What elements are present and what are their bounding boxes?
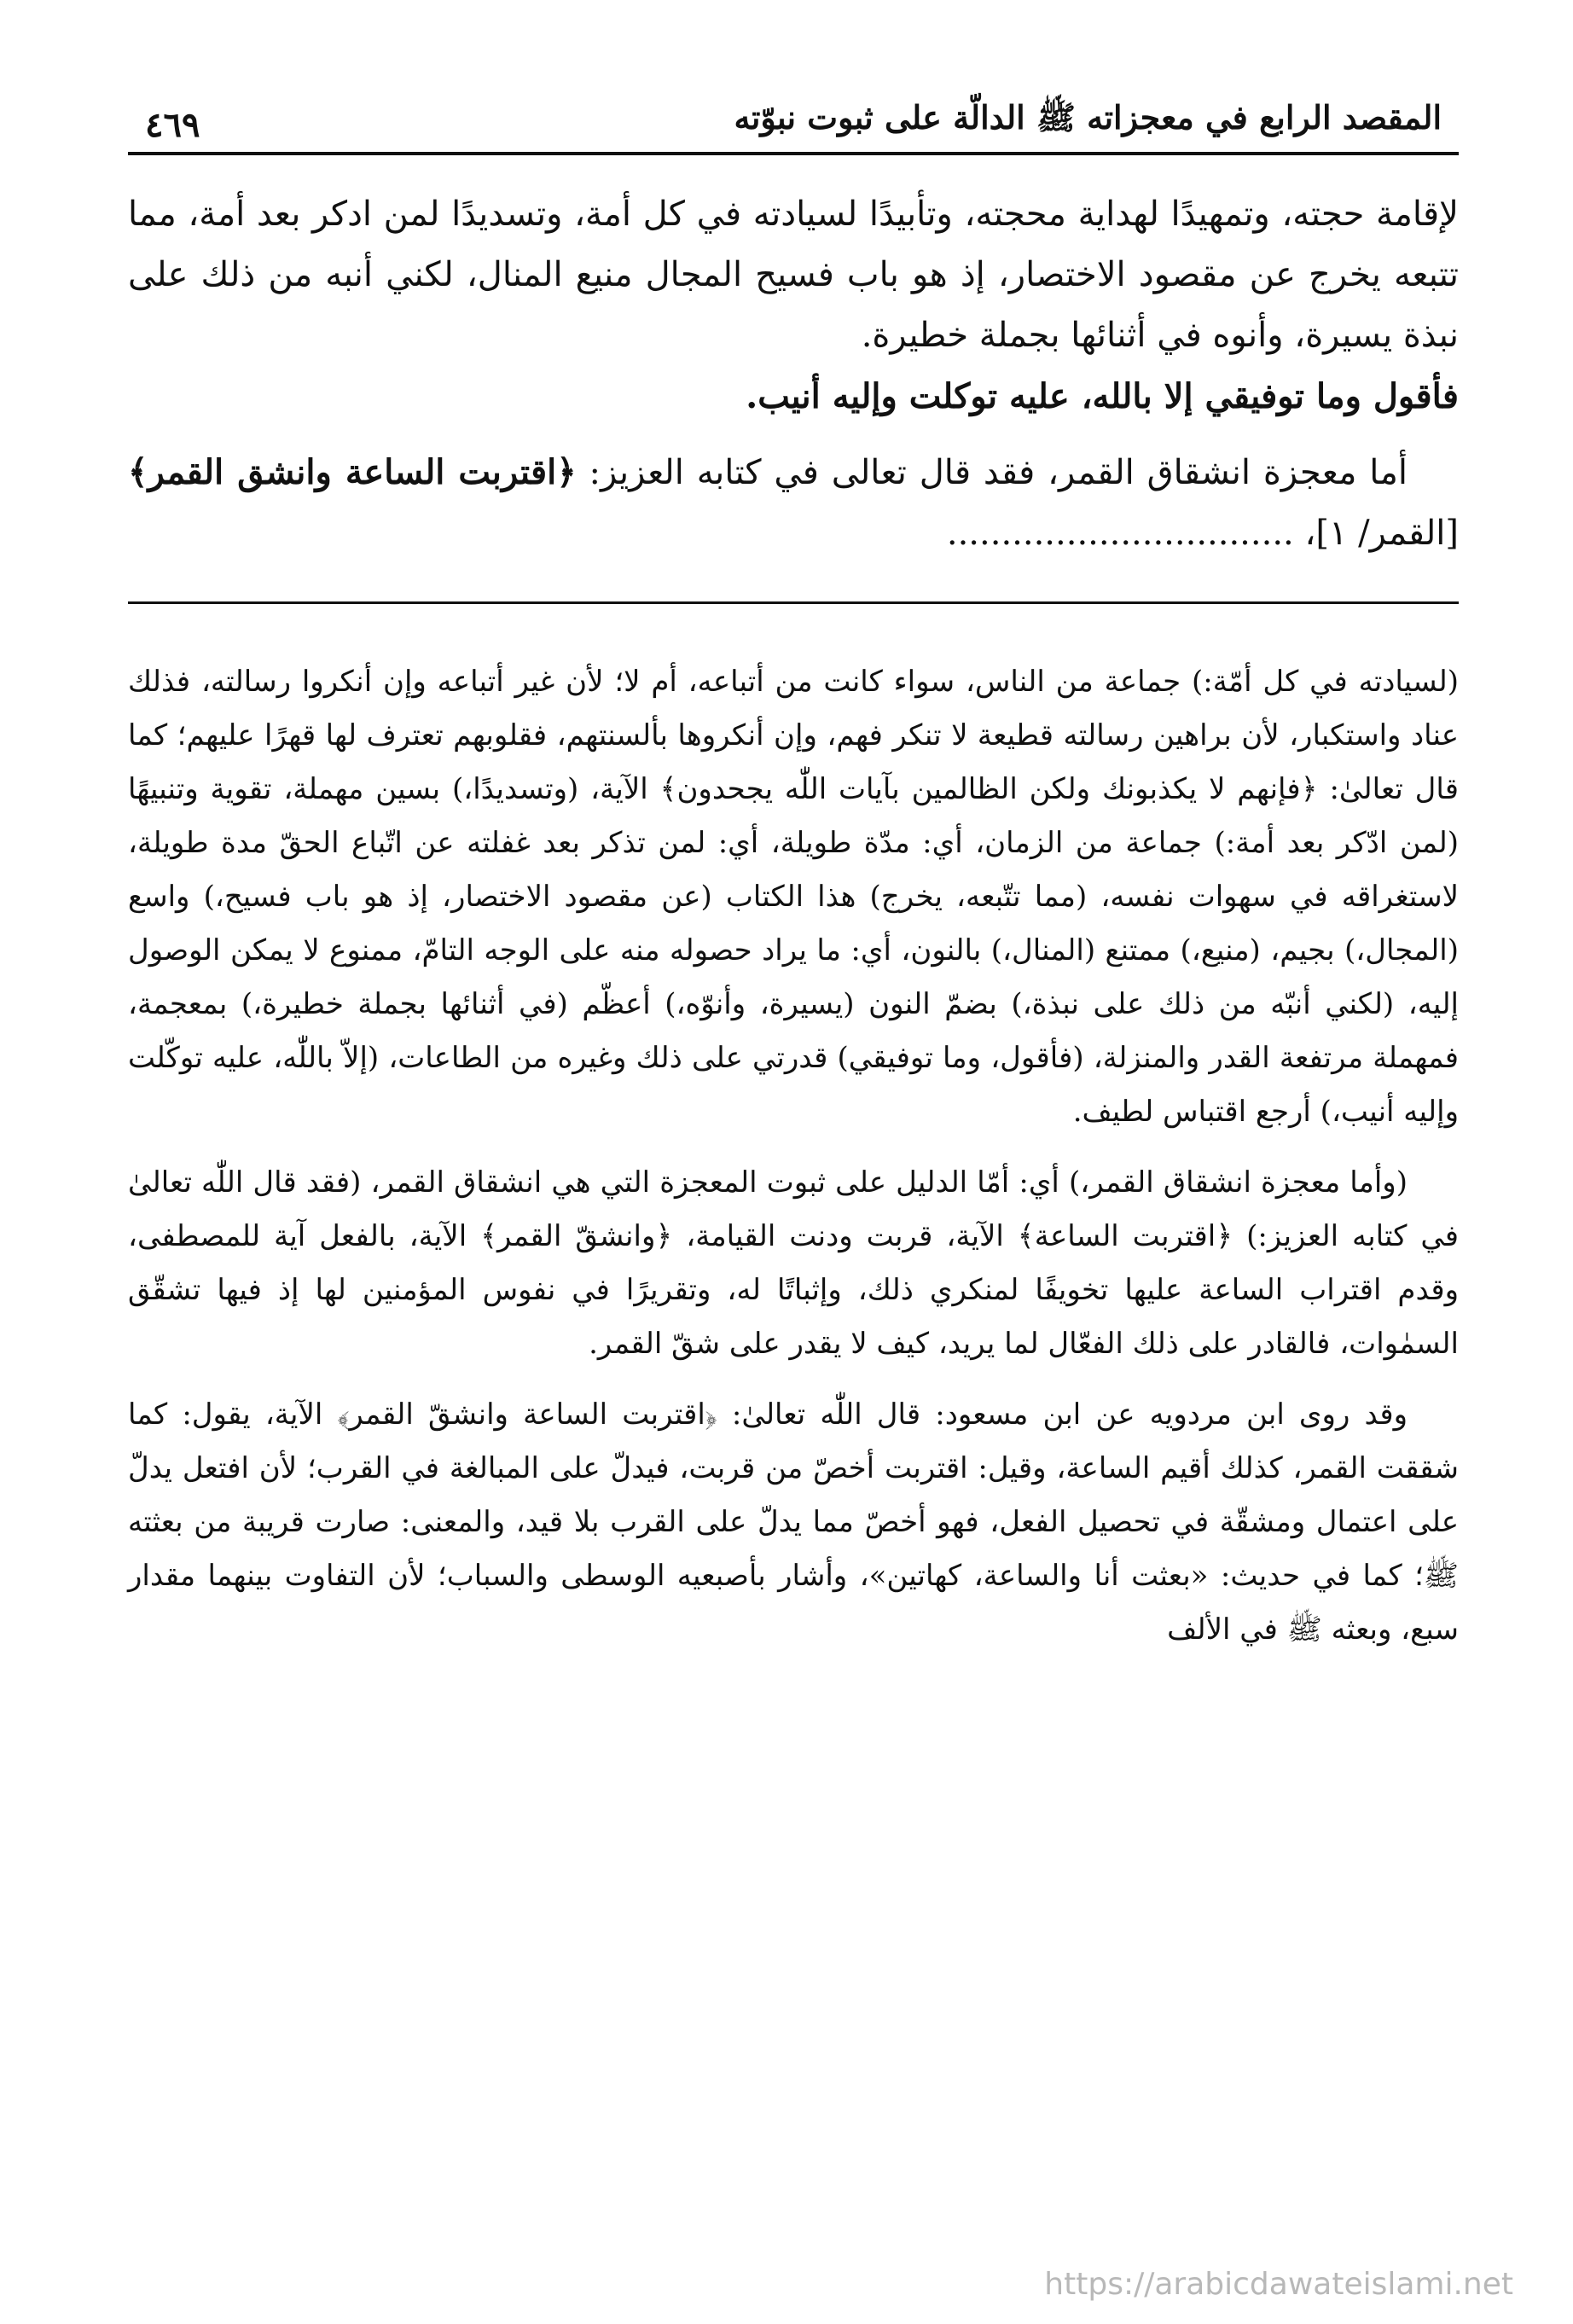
book-page xyxy=(128,85,1459,1674)
main-paragraph-2: فأقول وما توفيقي إلا بالله، عليه توكلت وإليه أنيب. xyxy=(746,376,1459,416)
commentary-paragraph-3: وقد روى ابن مردويه عن ابن مسعود: قال اللّٰه تعالىٰ: ﴿اقتربت الساعة وانشقّ القمر﴾ الآية، يقول: كما شققت القمر، كذلك أقيم الساعة، وقيل: اقتربت أخصّ من قربت، فيدلّ على المبالغة في القرب؛ لأن افتعل يدلّ على اعتمال ومشقّة في تحصيل الفعل، فهو أخصّ مما يدلّ على القرب بلا قيد، والمعنى: صارت قريبة من بعثته ﷺ؛ كما في حديث: «بعثت أنا والساعة، كهاتين»، وأشار بأصبعيه الوسطى والسباب؛ لأن التفاوت بينهما مقدار سبع، وبعثه ﷺ في الألف xyxy=(128,1397,1459,1647)
main-paragraph-3-text: أما معجزة انشقاق القمر، فقد قال تعالى في كتابه العزيز: xyxy=(576,453,1408,492)
main-paragraph-1: لإقامة حجته، وتمهيدًا لهداية محجته، وتأبيدًا لسيادته في كل أمة، وتسديدًا لمن ادكر بعد أمة، مما تتبعه يخرج عن مقصود الاختصار، إذ هو باب فسيح المجال منيع المنال، لكني أنبه من ذلك على نبذة يسيرة، وأنوه في أثنائها بجملة خطيرة. xyxy=(128,195,1459,355)
dotted-leader: ................................ xyxy=(946,514,1294,553)
commentary xyxy=(128,655,1459,1657)
verse-reference: [القمر/ ١]، xyxy=(1293,514,1459,553)
commentary-separator xyxy=(128,601,1459,604)
main-paragraph-3 xyxy=(128,442,1459,564)
watermark: https://arabicdawateislami.net xyxy=(1044,2267,1513,2302)
header-rule xyxy=(128,152,1459,155)
quran-verse: ﴿اقتربت الساعة وانشق القمر﴾ xyxy=(128,452,577,492)
commentary-paragraph-1: (لسيادته في كل أمّة:) جماعة من الناس، سواء كانت من أتباعه، أم لا؛ لأن غير أتباعه وإن أنكروا رسالته، فذلك عناد واستكبار، لأن براهين رسالته قطيعة لا تنكر فهم، وإن أنكروها بألسنتهم، فقلوبهم تعترف لها قهرًا عليهم؛ كما قال تعالىٰ: ﴿فإنهم لا يكذبونك ولكن الظالمين بآيات اللّٰه يجحدون﴾ الآية، (وتسديدًا،) بسين مهملة، تقوية وتنبيهًا (لمن ادّكر بعد أمة:) جماعة من الزمان، أي: مدّة طويلة، أي: لمن تذكر بعد غفلته عن اتّباع الحقّ مدة طويلة، لاستغراقه في سهوات نفسه، (مما تتّبعه، يخرج) هذا الكتاب (عن مقصود الاختصار، إذ هو باب فسيح،) واسع (المجال،) بجيم، (منيع،) ممتنع (المنال،) بالنون، أي: ما يراد حصوله منه على الوجه التامّ، ممنوع لا يمكن الوصول إليه، (لكني أنبّه من ذلك على نبذة،) بضمّ النون (يسيرة، وأنوّه،) أعظّم (في أثنائها بجملة خطيرة،) بمعجمة، فمهملة مرتفعة القدر والمنزلة، (فأقول، وما توفيقي) قدرتي على ذلك وغيره من الطاعات، (إلاّ باللّٰه، عليه توكّلت وإليه أنيب،) أرجع اقتباس لطيف. xyxy=(128,665,1460,1129)
commentary-paragraph-2: (وأما معجزة انشقاق القمر،) أي: أمّا الدليل على ثبوت المعجزة التي هي انشقاق القمر، (فقد قال اللّٰه تعالىٰ في كتابه العزيز:) ﴿اقتربت الساعة﴾ الآية، قربت ودنت القيامة، ﴿وانشقّ القمر﴾ الآية، بالفعل آية للمصطفى، وقدم اقتراب الساعة عليها تخويفًا لمنكري ذلك، وإثباتًا له، وتقريرًا في نفوس المؤمنين لها إذ فيها تشقّق السمٰوات، فالقادر على ذلك الفعّال لما يريد، كيف لا يقدر على شقّ القمر. xyxy=(128,1165,1459,1361)
running-title: المقصد الرابع في معجزاته ﷺ الدالّة على ثبوت نبوّته xyxy=(734,98,1442,137)
page-header xyxy=(128,85,1459,145)
main-text xyxy=(128,184,1459,564)
page-number: ٤٦٩ xyxy=(145,105,200,145)
